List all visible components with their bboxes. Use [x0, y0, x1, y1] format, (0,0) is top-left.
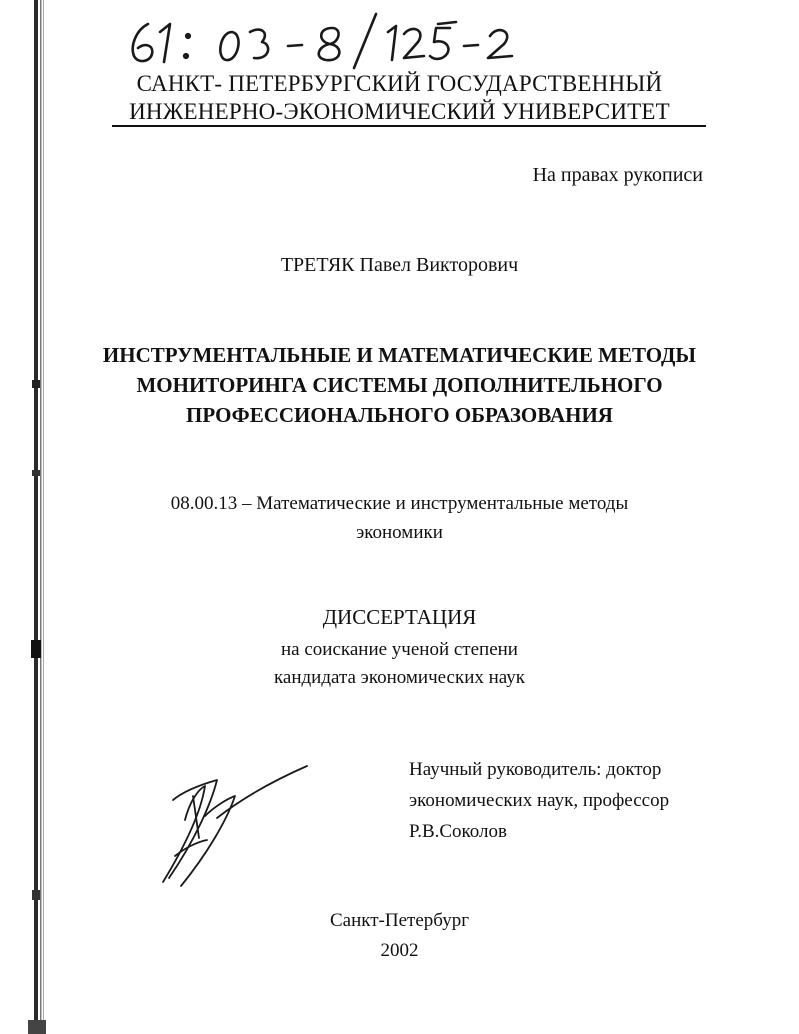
city: Санкт-Петербург — [329, 910, 469, 931]
year: 2002 — [380, 940, 419, 961]
author-name: ТРЕТЯК Павел Викторович — [280, 254, 519, 276]
specialty-line-1: 08.00.13 – Математические и инструментальные методы — [170, 493, 629, 514]
header-divider — [112, 125, 706, 127]
advisor-name: Р.В.Соколов — [409, 821, 508, 842]
dissertation-label: ДИССЕРТАЦИЯ — [322, 605, 477, 629]
university-name-line-1: САНКТ- ПЕТЕРБУРГСКИЙ ГОСУДАРСТВЕННЫЙ — [136, 71, 663, 96]
dissertation-title-line-2: МОНИТОРИНГА СИСТЕМЫ ДОПОЛНИТЕЛЬНОГО — [136, 373, 663, 397]
degree-line-1: на соискание ученой степени — [281, 639, 518, 660]
advisor-line-2: экономических наук, профессор — [409, 790, 670, 811]
signature — [145, 760, 315, 890]
manuscript-rights: На правах рукописи — [532, 164, 703, 186]
degree-line-2: кандидата экономических наук — [273, 667, 526, 688]
university-name-line-2: ИНЖЕНЕРНО-ЭКОНОМИЧЕСКИЙ УНИВЕРСИТЕТ — [129, 99, 670, 124]
handwritten-archive-number — [120, 10, 540, 70]
dissertation-title-line-3: ПРОФЕССИОНАЛЬНОГО ОБРАЗОВАНИЯ — [186, 403, 613, 427]
advisor-line-1: Научный руководитель: доктор — [409, 759, 662, 780]
dissertation-title-line-1: ИНСТРУМЕНТАЛЬНЫЕ И МАТЕМАТИЧЕСКИЕ МЕТОДЫ — [102, 343, 697, 367]
specialty-line-2: экономики — [356, 522, 443, 543]
